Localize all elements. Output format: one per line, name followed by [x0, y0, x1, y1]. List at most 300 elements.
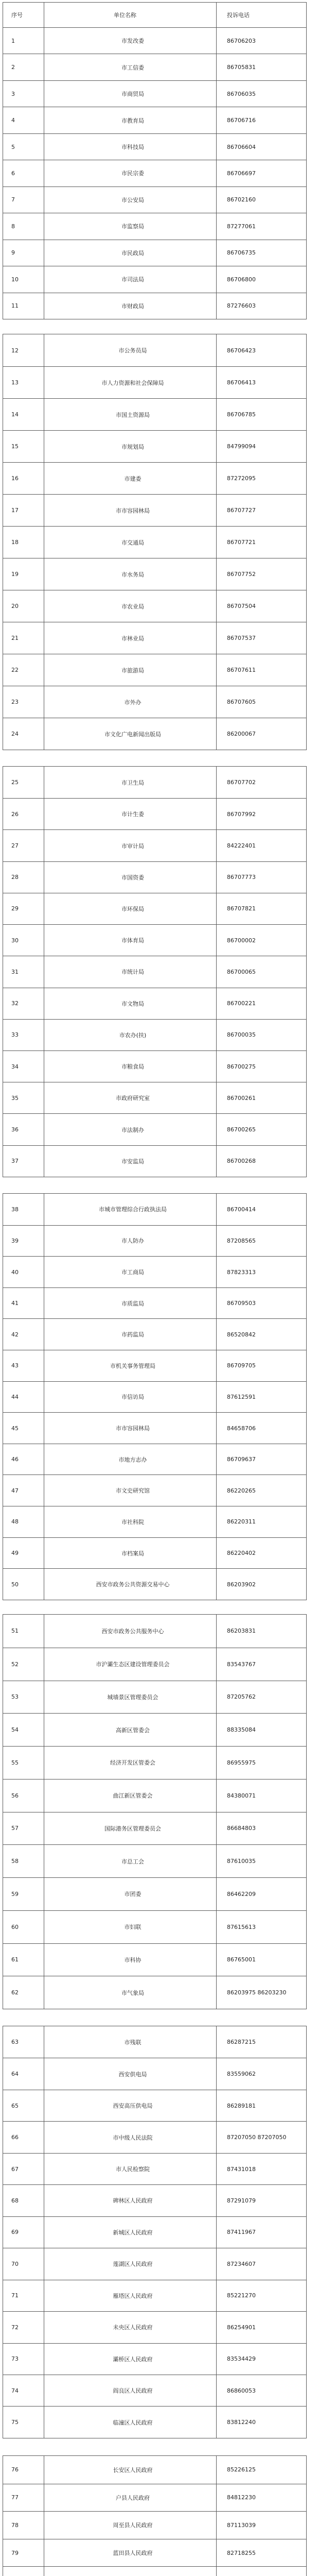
table-row	[3, 686, 306, 718]
table-row	[3, 54, 306, 80]
row-number: 34	[3, 1051, 44, 1082]
complaint-phone: 86700261	[227, 1094, 256, 1101]
unit-name: 西安市政务公共服务中心	[44, 1615, 217, 1648]
unit-name: 市科技局	[44, 134, 217, 160]
row-number: 66	[3, 2122, 44, 2153]
complaint-phone: 86200067	[227, 731, 256, 737]
row-number: 31	[3, 956, 44, 987]
row-number: 71	[3, 2280, 44, 2311]
unit-name: 市人防办	[44, 1226, 217, 1257]
table-row	[3, 2280, 306, 2311]
table-row	[3, 107, 306, 133]
complaint-phone: 86220265	[227, 1487, 256, 1494]
complaint-phone: 87207050 87207050	[227, 2134, 287, 2141]
complaint-phone: 83812240	[227, 2419, 256, 2426]
table-row	[3, 1910, 306, 1943]
table-row	[3, 1256, 306, 1287]
row-number: 47	[3, 1475, 44, 1506]
table-row	[3, 1082, 306, 1113]
table-row	[3, 924, 306, 956]
row-number: 46	[3, 1444, 44, 1475]
table-row	[3, 2153, 306, 2184]
complaint-phone: 87113039	[227, 2521, 256, 2529]
unit-name: 市法制办	[44, 1114, 217, 1145]
unit-name: 市总工会	[44, 1845, 217, 1877]
table-row	[3, 798, 306, 829]
unit-name: 市民政局	[44, 240, 217, 266]
row-number: 79	[3, 2539, 44, 2567]
unit-name: 市水务局	[44, 558, 217, 590]
row-number: 15	[3, 431, 44, 462]
unit-name: 市国土资源局	[44, 399, 217, 430]
table-row	[3, 1648, 306, 1681]
table-row	[3, 956, 306, 987]
table-row	[3, 133, 306, 160]
row-number: 62	[3, 1976, 44, 2009]
row-number: 57	[3, 1812, 44, 1845]
table-row	[3, 366, 306, 398]
row-number: 67	[3, 2154, 44, 2184]
complaint-phone: 86709637	[227, 1456, 256, 1463]
complaint-phone: 85226125	[227, 2466, 256, 2473]
row-number: 39	[3, 1226, 44, 1257]
table-row	[3, 2511, 306, 2539]
table-row	[3, 767, 306, 798]
unit-name: 市规划局	[44, 431, 217, 462]
complaint-phone: 86707537	[227, 635, 256, 641]
row-number: 45	[3, 1413, 44, 1444]
unit-name: 市公安局	[44, 187, 217, 213]
row-number: 17	[3, 495, 44, 526]
complaint-phone: 86700002	[227, 937, 256, 944]
unit-name: 市社科院	[44, 1506, 217, 1537]
row-number: 8	[3, 213, 44, 239]
unit-name: 市沪灞生态区建设管理委员会	[44, 1648, 217, 1681]
table-row	[3, 2311, 306, 2343]
complaint-phone: 86707773	[227, 874, 256, 881]
row-number: 65	[3, 2090, 44, 2121]
table-row	[3, 558, 306, 590]
row-number: 10	[3, 266, 44, 292]
row-number: 73	[3, 2344, 44, 2375]
row-number: 75	[3, 2406, 44, 2437]
table-row	[3, 1976, 306, 2009]
unit-name: 市文化广电新闻出版局	[44, 718, 217, 750]
complaint-phone: 87276603	[227, 302, 256, 310]
row-number: 11	[3, 293, 44, 319]
complaint-phone: 86706035	[227, 90, 256, 97]
table-row	[3, 1412, 306, 1444]
unit-name: 临潼区人民政府	[44, 2406, 217, 2437]
table-row	[3, 1537, 306, 1569]
row-number: 77	[3, 2484, 44, 2512]
unit-name: 市交通局	[44, 527, 217, 558]
row-number: 50	[3, 1569, 44, 1600]
row-number: 35	[3, 1082, 44, 1113]
row-number: 55	[3, 1747, 44, 1779]
complaint-phone: 86706604	[227, 143, 256, 150]
unit-name: 市林业局	[44, 622, 217, 654]
row-number: 28	[3, 862, 44, 893]
table-row	[3, 1475, 306, 1506]
complaint-phone: 87277061	[227, 223, 256, 230]
table-row	[3, 1681, 306, 1714]
row-number: 4	[3, 107, 44, 133]
table-row	[3, 1713, 306, 1746]
unit-name: 莲湖区人民政府	[44, 2248, 217, 2279]
row-number: 64	[3, 2058, 44, 2089]
table-row	[3, 526, 306, 558]
complaint-phone: 84380071	[227, 1792, 256, 1799]
complaint-phone: 87615613	[227, 1923, 256, 1930]
table-row	[3, 2121, 306, 2153]
table-row	[3, 213, 306, 239]
unit-name: 市司法局	[44, 266, 217, 292]
row-number: 23	[3, 686, 44, 718]
table-row	[3, 398, 306, 430]
row-number: 59	[3, 1878, 44, 1910]
table-row	[3, 2406, 306, 2437]
complaint-phone: 86287215	[227, 2039, 256, 2046]
complaint-phone: 88335084	[227, 1726, 256, 1734]
contact-table	[3, 2, 307, 319]
table-row	[3, 1877, 306, 1910]
table-row	[3, 1287, 306, 1319]
table-row	[3, 861, 306, 893]
table-row	[3, 1225, 306, 1257]
row-number: 14	[3, 399, 44, 430]
unit-name: 市监察局	[44, 213, 217, 239]
complaint-phone: 86700065	[227, 968, 256, 975]
complaint-phone: 87431018	[227, 2165, 256, 2173]
complaint-phone: 87610035	[227, 1858, 256, 1865]
table-row	[3, 2058, 306, 2089]
table-row	[3, 1746, 306, 1779]
contact-table	[3, 2455, 307, 2576]
row-number: 76	[3, 2456, 44, 2484]
complaint-phone: 86706697	[227, 170, 256, 177]
row-number: 74	[3, 2375, 44, 2406]
table-row	[3, 893, 306, 924]
complaint-phone: 86709705	[227, 1362, 256, 1369]
unit-name: 市市容园林局	[44, 495, 217, 526]
row-number: 22	[3, 654, 44, 686]
table-row	[3, 1779, 306, 1812]
unit-name: 市市容园林局	[44, 1413, 217, 1444]
complaint-phone: 86706785	[227, 411, 256, 418]
complaint-phone: 86700268	[227, 1158, 256, 1165]
row-number: 32	[3, 988, 44, 1019]
unit-name: 蓝田县人民政府	[44, 2539, 217, 2567]
complaint-phone: 87234607	[227, 2260, 256, 2267]
unit-name: 经济开发区管委会	[44, 1747, 217, 1779]
complaint-phone	[217, 2567, 306, 2576]
table-header	[3, 3, 306, 27]
complaint-phone: 86705831	[227, 64, 256, 71]
row-number: 26	[3, 799, 44, 829]
complaint-phone: 86706716	[227, 117, 256, 124]
unit-name: 国际港务区管理委员会	[44, 1812, 217, 1845]
table-row	[3, 2343, 306, 2375]
table-row	[3, 2026, 306, 2058]
table-row	[3, 462, 306, 494]
unit-name: 市妇联	[44, 1911, 217, 1943]
row-number: 30	[3, 925, 44, 956]
row-number: 21	[3, 622, 44, 654]
unit-name: 新城区人民政府	[44, 2217, 217, 2248]
unit-name: 市教育局	[44, 107, 217, 133]
row-number: 78	[3, 2512, 44, 2539]
row-number: 5	[3, 134, 44, 160]
table-row	[3, 1812, 306, 1845]
unit-name: 市信访局	[44, 1382, 217, 1413]
complaint-phone: 87291079	[227, 2197, 256, 2204]
unit-name: 市人民检察院	[44, 2154, 217, 2184]
complaint-phone: 86702160	[227, 196, 256, 204]
header-no: 序号	[3, 3, 44, 27]
row-number: 25	[3, 767, 44, 798]
header-phone: 投诉电话	[227, 12, 250, 19]
complaint-phone: 86706800	[227, 276, 256, 283]
contact-table	[3, 1614, 307, 2009]
complaint-phone: 86706735	[227, 249, 256, 257]
table-row	[3, 2566, 306, 2576]
table-row	[3, 1050, 306, 1082]
row-number: 44	[3, 1382, 44, 1413]
table-row	[3, 1381, 306, 1413]
unit-name: 市民宗委	[44, 160, 217, 186]
unit-name: 户县人民政府	[44, 2484, 217, 2512]
table-row	[3, 2090, 306, 2121]
row-number: 56	[3, 1780, 44, 1812]
complaint-phone: 86707821	[227, 905, 256, 912]
complaint-phone: 86254901	[227, 2324, 256, 2331]
row-number: 58	[3, 1845, 44, 1877]
unit-name: 市农业局	[44, 590, 217, 622]
unit-name: 市中级人民法院	[44, 2122, 217, 2153]
complaint-phone: 85221270	[227, 2292, 256, 2299]
complaint-phone: 86707702	[227, 779, 256, 786]
unit-name: 市计生委	[44, 799, 217, 829]
unit-name: 市档案局	[44, 1538, 217, 1569]
unit-name: 市旅游局	[44, 654, 217, 686]
row-number: 49	[3, 1538, 44, 1569]
table-row	[3, 1194, 306, 1225]
row-number: 60	[3, 1911, 44, 1943]
unit-name: 未央区人民政府	[44, 2312, 217, 2343]
unit-name: 市农办(扶)	[44, 1020, 217, 1050]
row-number: 43	[3, 1350, 44, 1381]
row-number: 69	[3, 2217, 44, 2248]
table-row	[3, 160, 306, 186]
table-row	[3, 27, 306, 54]
contact-table	[3, 334, 307, 750]
unit-name: 市质监局	[44, 1288, 217, 1319]
table-row	[3, 2248, 306, 2279]
row-number: 13	[3, 367, 44, 398]
unit-name: 市气象局	[44, 1976, 217, 2009]
contact-table	[3, 2026, 307, 2438]
unit-name: 市残联	[44, 2026, 217, 2058]
complaint-phone: 86706203	[227, 37, 256, 44]
unit-name: 市粮食局	[44, 1051, 217, 1082]
row-number: 63	[3, 2026, 44, 2058]
complaint-phone: 86684803	[227, 1825, 256, 1832]
unit-name: 市工商局	[44, 1257, 217, 1287]
unit-name: 市地方志办	[44, 1444, 217, 1475]
contact-table	[3, 1193, 307, 1600]
unit-name: 市卫生局	[44, 767, 217, 798]
complaint-phone: 86203975 86203230	[227, 1989, 287, 1996]
table-row	[3, 590, 306, 622]
unit-name: 市环保局	[44, 893, 217, 924]
row-number: 61	[3, 1944, 44, 1976]
complaint-phone: 86462209	[227, 1890, 256, 1897]
complaint-phone: 86220311	[227, 1518, 256, 1526]
unit-name: 市科协	[44, 1944, 217, 1976]
unit-name: 市财政局	[44, 293, 217, 319]
complaint-phone: 83534429	[227, 2355, 256, 2363]
contact-table	[3, 766, 307, 1177]
table-row	[3, 1444, 306, 1475]
table-row	[3, 1615, 306, 1648]
table-row	[3, 718, 306, 750]
complaint-phone: 87823313	[227, 1268, 256, 1276]
table-row	[3, 1350, 306, 1381]
table-row	[3, 2375, 306, 2406]
unit-name: 市机关事务管理局	[44, 1350, 217, 1381]
unit-name: 高新区管委会	[44, 1714, 217, 1746]
row-number: 36	[3, 1114, 44, 1145]
unit-name: 曲江新区管委会	[44, 1780, 217, 1812]
row-number: 16	[3, 463, 44, 494]
unit-name: 市发改委	[44, 28, 217, 54]
complaint-phone: 86706413	[227, 379, 256, 386]
row-number: 37	[3, 1146, 44, 1177]
complaint-phone: 87208565	[227, 1237, 256, 1244]
complaint-phone: 86765001	[227, 1956, 256, 1963]
table-row	[3, 1318, 306, 1350]
table-row	[3, 2184, 306, 2216]
complaint-phone: 86700414	[227, 1206, 256, 1213]
complaint-phone: 87411967	[227, 2229, 256, 2236]
row-number: 24	[3, 718, 44, 750]
row-number: 33	[3, 1020, 44, 1050]
complaint-phone: 87272095	[227, 475, 256, 482]
complaint-phone: 84812230	[227, 2494, 256, 2501]
row-number: 52	[3, 1648, 44, 1681]
complaint-phone: 82718255	[227, 2549, 256, 2556]
row-number: 3	[3, 81, 44, 107]
row-number	[3, 2567, 44, 2576]
row-number: 42	[3, 1319, 44, 1350]
unit-name: 市公务员局	[44, 334, 217, 366]
complaint-phone: 84658706	[227, 1425, 256, 1432]
table-row	[3, 988, 306, 1019]
table-row	[3, 2216, 306, 2248]
complaint-phone: 86707605	[227, 699, 256, 705]
complaint-phone: 83543767	[227, 1660, 256, 1668]
complaint-phone: 86707727	[227, 507, 256, 514]
row-number: 12	[3, 334, 44, 366]
table-row	[3, 2539, 306, 2567]
row-number: 20	[3, 590, 44, 622]
unit-name: 雁塔区人民政府	[44, 2280, 217, 2311]
unit-name: 市文史研究馆	[44, 1475, 217, 1506]
unit-name: 市统计局	[44, 956, 217, 987]
unit-name: 城墙景区管理委员会	[44, 1681, 217, 1714]
row-number: 48	[3, 1506, 44, 1537]
unit-name: 阎良区人民政府	[44, 2375, 217, 2406]
row-number: 19	[3, 558, 44, 590]
table-row	[3, 1943, 306, 1976]
row-number: 18	[3, 527, 44, 558]
table-row	[3, 334, 306, 366]
complaint-phone: 86220402	[227, 1550, 256, 1556]
row-number: 27	[3, 830, 44, 861]
complaint-phone: 86707992	[227, 810, 256, 818]
table-row	[3, 1145, 306, 1177]
complaint-phone: 86707504	[227, 603, 256, 609]
unit-name: 市商贸局	[44, 81, 217, 107]
table-row	[3, 430, 306, 462]
header-unit: 单位名称	[44, 3, 217, 27]
row-number: 40	[3, 1257, 44, 1287]
complaint-phone: 86707721	[227, 539, 256, 546]
complaint-phone: 84222401	[227, 842, 256, 850]
unit-name: 市团委	[44, 1878, 217, 1910]
unit-name: 西安市政务公共资源交易中心	[44, 1569, 217, 1600]
complaint-phone: 86289181	[227, 2102, 256, 2109]
table-row	[3, 1019, 306, 1050]
unit-name: 市建委	[44, 463, 217, 494]
unit-name: 市文物局	[44, 988, 217, 1019]
row-number: 9	[3, 240, 44, 266]
table-row	[3, 829, 306, 861]
table-row	[3, 1506, 306, 1537]
row-number: 7	[3, 187, 44, 213]
complaint-phone: 86709503	[227, 1300, 256, 1307]
unit-name: 碑林区人民政府	[44, 2185, 217, 2216]
table-row	[3, 2456, 306, 2484]
table-row	[3, 187, 306, 213]
unit-name: 市外办	[44, 686, 217, 718]
unit-name: 西安高压供电局	[44, 2090, 217, 2121]
table-row	[3, 1844, 306, 1877]
row-number: 53	[3, 1681, 44, 1714]
complaint-phone: 86700275	[227, 1063, 256, 1070]
unit-name: 灞桥区人民政府	[44, 2344, 217, 2375]
table-row	[3, 654, 306, 686]
complaint-phone: 83559062	[227, 2071, 256, 2078]
complaint-phone: 86700035	[227, 1031, 256, 1039]
table-row	[3, 2484, 306, 2512]
complaint-phone: 86700265	[227, 1126, 256, 1133]
row-number: 2	[3, 54, 44, 80]
row-number: 29	[3, 893, 44, 924]
table-row	[3, 622, 306, 654]
table-row	[3, 494, 306, 526]
table-row	[3, 1113, 306, 1145]
row-number: 51	[3, 1615, 44, 1648]
complaint-phone: 86203902	[227, 1581, 256, 1588]
row-number: 70	[3, 2248, 44, 2279]
complaint-phone: 84799094	[227, 443, 256, 450]
table-row	[3, 1568, 306, 1600]
complaint-phone: 86707611	[227, 667, 256, 673]
unit-name: 市国资委	[44, 862, 217, 893]
unit-name: 市工信委	[44, 54, 217, 80]
